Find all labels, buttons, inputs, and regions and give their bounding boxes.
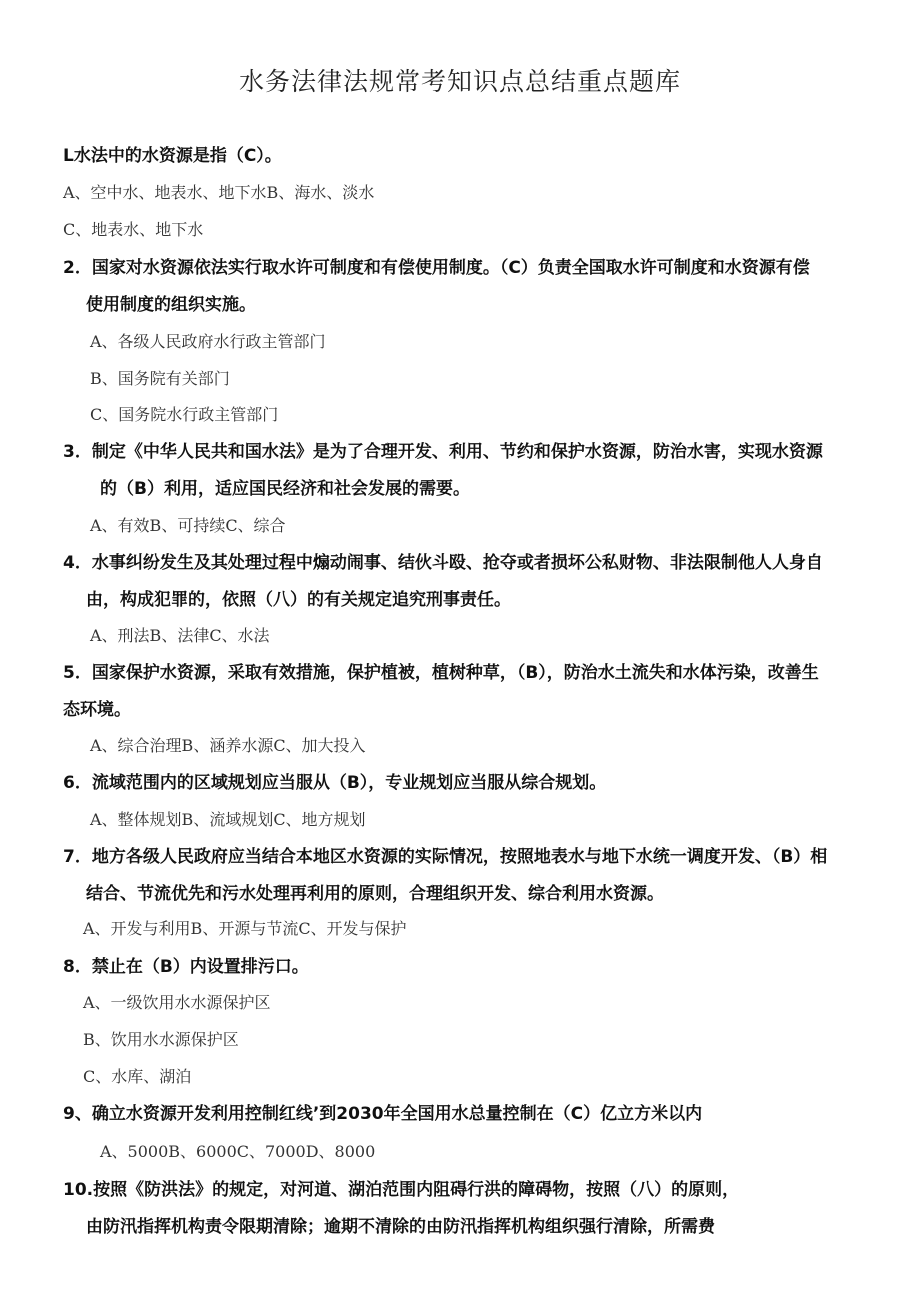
- question-1-line-1: L水法中的水资源是指（C）。: [63, 146, 282, 166]
- question-7-line-1: 7．地方各级人民政府应当结合本地区水资源的实际情况，按照地表水与地下水统一调度开发、（B）相: [63, 847, 828, 867]
- question-8-line-1: 8．禁止在（B）内设置排污口。: [63, 957, 309, 977]
- question-2-line-1: 2．国家对水资源依法实行取水许可制度和有偿使用制度。（C）负责全国取水许可制度和水资源有偿: [63, 258, 810, 278]
- question-5-line-1: 5．国家保护水资源，采取有效措施，保护植被，植树种草，（B），防治水土流失和水体污染，改善生: [63, 663, 819, 683]
- question-1-option-2: C、地表水、地下水: [63, 220, 204, 239]
- question-2-option-2: B、国务院有关部门: [90, 369, 230, 388]
- question-1-option-1: A、空中水、地表水、地下水B、海水、淡水: [63, 183, 375, 202]
- question-7-option-1: A、开发与利用B、开源与节流C、开发与保护: [83, 919, 407, 938]
- question-2-option-1: A、各级人民政府水行政主管部门: [90, 332, 326, 351]
- question-7-line-2: 结合、节流优先和污水处理再利用的原则，合理组织开发、综合利用水资源。: [86, 884, 664, 904]
- question-5-option-1: A、综合治理B、涵养水源C、加大投入: [90, 736, 366, 755]
- page-title: 水务法律法规常考知识点总结重点题库: [238, 67, 681, 96]
- question-2-line-2: 使用制度的组织实施。: [86, 295, 256, 315]
- question-3-option-1: A、有效B、可持续C、综合: [90, 516, 286, 535]
- question-8-option-3: C、水库、湖泊: [83, 1067, 192, 1086]
- question-10-line-1: 10.按照《防洪法》的规定，对河道、湖泊范围内阻碍行洪的障碍物，按照（八）的原则，: [63, 1180, 740, 1200]
- question-3-line-2: 的（B）利用，适应国民经济和社会发展的需要。: [100, 479, 470, 499]
- question-9-option-1: A、5000B、6000C、7000D、8000: [100, 1142, 376, 1161]
- question-5-line-2: 态环境。: [63, 700, 131, 720]
- question-4-option-1: A、刑法B、法律C、水法: [90, 626, 270, 645]
- question-9-line-1: 9、确立水资源开发利用控制红线’到2030年全国用水总量控制在（C）亿立方米以内: [63, 1104, 703, 1124]
- question-3-line-1: 3．制定《中华人民共和国水法》是为了合理开发、利用、节约和保护水资源，防治水害，实现水资源: [63, 442, 823, 462]
- question-6-line-1: 6．流域范围内的区域规划应当服从（B），专业规划应当服从综合规划。: [63, 773, 607, 793]
- question-4-line-2: 由，构成犯罪的，依照（八）的有关规定追究刑事责任。: [86, 590, 511, 610]
- question-2-option-3: C、国务院水行政主管部门: [90, 405, 279, 424]
- question-10-line-2: 由防汛指挥机构责令限期清除；逾期不清除的由防汛指挥机构组织强行清除，所需费: [86, 1217, 715, 1237]
- question-8-option-2: B、饮用水水源保护区: [83, 1030, 239, 1049]
- question-6-option-1: A、整体规划B、流域规划C、地方规划: [90, 810, 366, 829]
- question-4-line-1: 4．水事纠纷发生及其处理过程中煽动闹事、结伙斗殴、抢夺或者损坏公私财物、非法限制他人人身自: [63, 553, 823, 573]
- question-8-option-1: A、一级饮用水水源保护区: [83, 993, 271, 1012]
